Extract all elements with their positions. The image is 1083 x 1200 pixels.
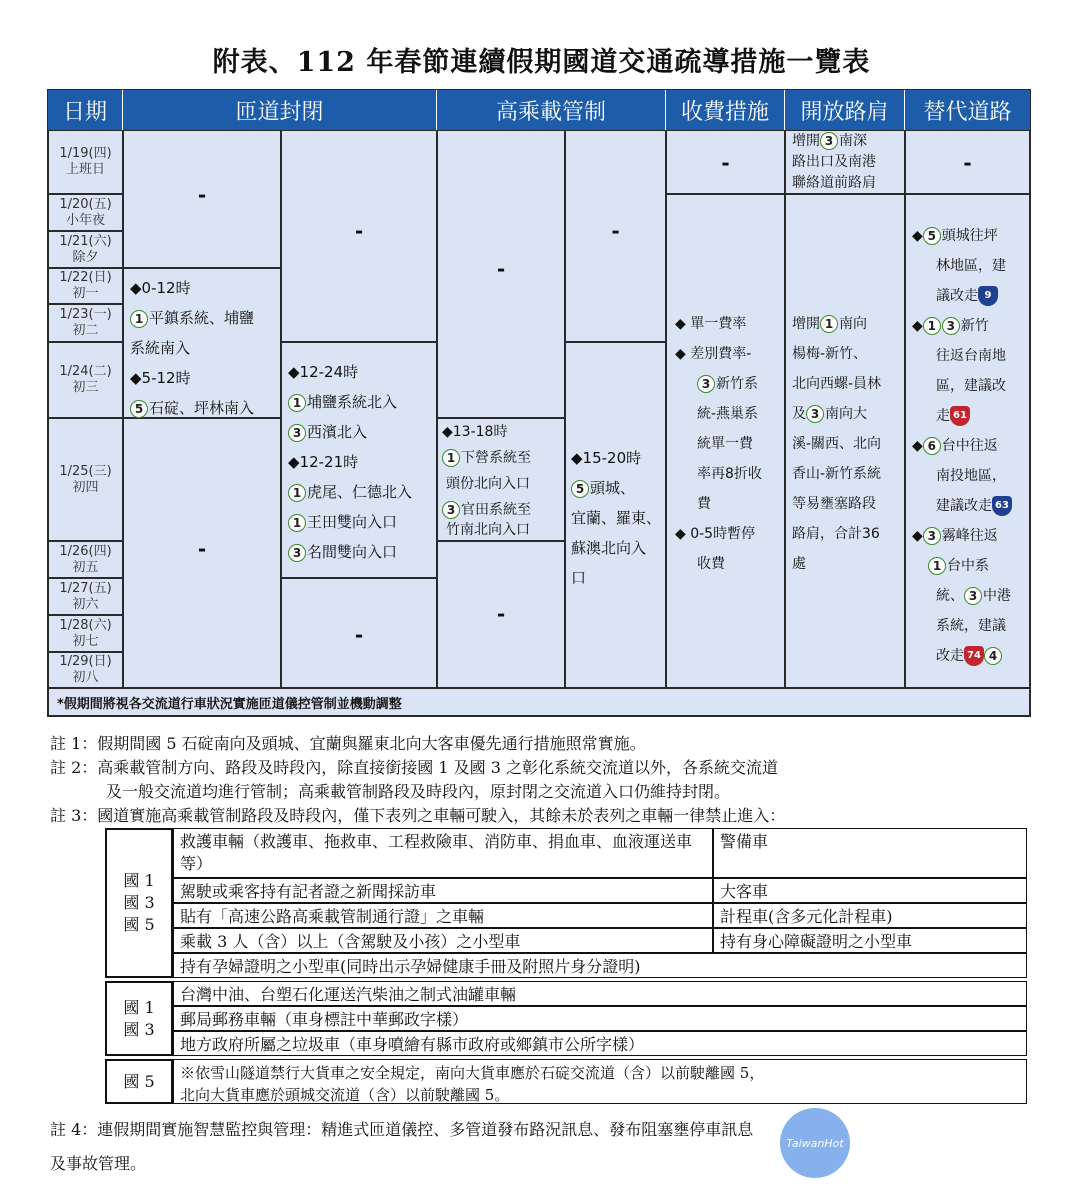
expressway-61-icon: 61 <box>950 406 970 426</box>
ramp-b-empty-bottom: - <box>281 578 437 688</box>
route-3-icon: 3 <box>964 587 982 605</box>
vehicle-row: 計程車(含多元化計程車) <box>713 903 1027 928</box>
header-ramp: 匝道封閉 <box>123 90 437 130</box>
ramp-b-empty-top: - <box>281 130 437 342</box>
header-toll: 收費措施 <box>666 90 785 130</box>
note-4b: 及事故管理。 <box>50 1154 147 1173</box>
vehicle-row: 台灣中油、台塑石化運送汽柴油之制式油罐車輛 <box>173 981 1027 1006</box>
vehicle-row: 乘載 3 人（含）以上（含駕駛及小孩）之小型車 <box>173 928 713 953</box>
route-3-icon: 3 <box>806 405 824 423</box>
date-cell: 1/19(四) 上班日 <box>48 130 123 194</box>
route-3-icon: 3 <box>288 544 306 562</box>
note-4a: 註 4：連假期間實施智慧監控與管理：精進式匝道儀控、多管道發布路況訊息、發布阻塞壅停車訊息 <box>50 1120 754 1139</box>
header-hov: 高乘載管制 <box>437 90 666 130</box>
date-cell: 1/21(六) 除夕 <box>48 231 123 268</box>
date-cell: 1/22(日) 初一 <box>48 268 123 304</box>
vehicle-row: 郵局郵務車輛（車身標註中華郵政字樣） <box>173 1006 1027 1031</box>
ramp-a-empty-bottom: - <box>123 418 281 688</box>
vehicle-row: 救護車輛（救護車、拖救車、工程救險車、消防車、捐血車、血液運送車等） <box>173 828 713 878</box>
header-shoulder: 開放路肩 <box>785 90 905 130</box>
route-6-icon: 6 <box>923 437 941 455</box>
note-1: 註 1：假期間國 5 石碇南向及頭城、宜蘭與羅東北向大客車優先通行措施照常實施。 <box>50 734 646 753</box>
date-cell: 1/29(日) 初八 <box>48 652 123 688</box>
provincial-route-9-icon: 9 <box>978 286 998 306</box>
alt-empty-top: - <box>905 130 1030 194</box>
table-footnote: *假期間將視各交流道行車狀況實施匝道儀控管制並機動調整 <box>48 688 1030 716</box>
group-3-label: 國 5 <box>105 1059 173 1104</box>
alt-routes: ◆ 5 頭城往坪 林地區，建 議改走 9 ◆ 1 3 新竹 往返台南地 區，建議改 走 61 ◆ 6 台中往返 南投地區， 建議改走 63 ◆ 3 霧峰往返 1 台中系 統、 3 中港 系統，建議 改走 74 4 <box>905 194 1030 688</box>
vehicle-row: 持有身心障礙證明之小型車 <box>713 928 1027 953</box>
route-3-icon: 3 <box>820 132 838 150</box>
expressway-74-icon: 74 <box>964 646 984 666</box>
route-5-icon: 5 <box>571 480 589 498</box>
hov-a-empty-bottom: - <box>437 541 565 688</box>
note-2a: 註 2：高乘載管制方向、路段及時段內，除直接銜接國 1 及國 3 之彰化系統交流道以外，各系統交流道 <box>50 758 778 777</box>
route-5-icon: 5 <box>130 400 148 418</box>
route-1-icon: 1 <box>442 449 460 467</box>
route-5-icon: 5 <box>923 227 941 245</box>
date-cell: 1/26(四) 初五 <box>48 541 123 578</box>
vehicle-row: 駕駛或乘客持有記者證之新聞採訪車 <box>173 878 713 903</box>
date-cell: 1/25(三) 初四 <box>48 418 123 541</box>
route-3-icon: 3 <box>942 317 960 335</box>
vehicle-table <box>105 828 1027 1104</box>
route-4-icon: 4 <box>984 647 1002 665</box>
date-cell: 1/20(五) 小年夜 <box>48 194 123 231</box>
date-cell: 1/27(五) 初六 <box>48 578 123 615</box>
route-3-icon: 3 <box>697 375 715 393</box>
group-1-label: 國 1 國 3 國 5 <box>105 828 173 978</box>
note-2b: 及一般交流道均進行管制；高乘載管制路段及時段內，原封閉之交流道入口仍維持封閉。 <box>106 782 731 801</box>
hov-b-control: ◆15-20時 5 頭城、 宜蘭、羅東、 蘇澳北向入 口 <box>565 342 666 688</box>
shoulder-top: 增開 3 南深 路出口及南港 聯絡道前路肩 <box>785 130 905 194</box>
shoulder-main: 增開 1 南向 楊梅-新竹、 北向西螺-員林 及 3 南向大 溪-關西、北向 香山-新竹系統 等易壅塞路段 路肩，合計36 處 <box>785 194 905 688</box>
hov-b-empty-top: - <box>565 130 666 342</box>
vehicle-row: ※依雪山隧道禁行大貨車之安全規定，南向大貨車應於石碇交流道（含）以前駛離國 5， 北向大貨車應於頭城交流道（含）以前駛離國 5。 <box>173 1059 1027 1104</box>
note-3: 註 3：國道實施高乘載管制路段及時段內，僅下表列之車輛可駛入，其餘未於表列之車輛一律禁止進入： <box>50 806 786 825</box>
route-1-icon: 1 <box>820 315 838 333</box>
header-date: 日期 <box>48 90 123 130</box>
header-alt: 替代道路 <box>905 90 1030 130</box>
toll-empty-top: - <box>666 130 785 194</box>
route-1-icon: 1 <box>288 484 306 502</box>
route-1-icon: 1 <box>288 514 306 532</box>
route-1-icon: 1 <box>923 317 941 335</box>
route-3-icon: 3 <box>923 527 941 545</box>
vehicle-row: 地方政府所屬之垃圾車（車身噴繪有縣市政府或鄉鎮市公所字樣） <box>173 1031 1027 1056</box>
route-3-icon: 3 <box>442 501 460 519</box>
route-1-icon: 1 <box>288 394 306 412</box>
watermark-logo: TaiwanHot <box>780 1108 850 1178</box>
route-1-icon: 1 <box>928 557 946 575</box>
ramp-a-closures: ◆0-12時 1 平鎮系統、埔鹽 系統南入 ◆5-12時 5 石碇、坪林南入 <box>123 268 281 418</box>
vehicle-row: 警備車 <box>713 828 1027 878</box>
vehicle-row: 貼有「高速公路高乘載管制通行證」之車輛 <box>173 903 713 928</box>
toll-measures: ◆ 單一費率 ◆ 差別費率- 3 新竹系 統-燕巢系 統單一費 率再8折收 費 ◆ 0-5時暫停 收費 <box>666 194 785 688</box>
ramp-a-empty-top: - <box>123 130 281 268</box>
vehicle-row: 持有孕婦證明之小型車(同時出示孕婦健康手冊及附照片身分證明) <box>173 953 1027 978</box>
vehicle-row: 大客車 <box>713 878 1027 903</box>
date-cell: 1/24(二) 初三 <box>48 342 123 418</box>
page-title: 附表、112 年春節連續假期國道交通疏導措施一覽表 <box>212 47 871 78</box>
group-2-label: 國 1 國 3 <box>105 981 173 1056</box>
date-cell: 1/28(六) 初七 <box>48 615 123 652</box>
date-cell: 1/23(一) 初二 <box>48 304 123 342</box>
hov-a-control: ◆13-18時 1 下營系統至 頭份北向入口 3 官田系統至 竹南北向入口 <box>437 418 565 541</box>
route-3-icon: 3 <box>288 424 306 442</box>
ramp-b-closures: ◆12-24時 1 埔鹽系統北入 3 西濱北入 ◆12-21時 1 虎尾、仁德北入 1 王田雙向入口 3 名間雙向入口 <box>281 342 437 578</box>
expressway-63-icon: 63 <box>992 496 1012 516</box>
route-1-icon: 1 <box>130 310 148 328</box>
hov-a-empty-top: - <box>437 130 565 418</box>
